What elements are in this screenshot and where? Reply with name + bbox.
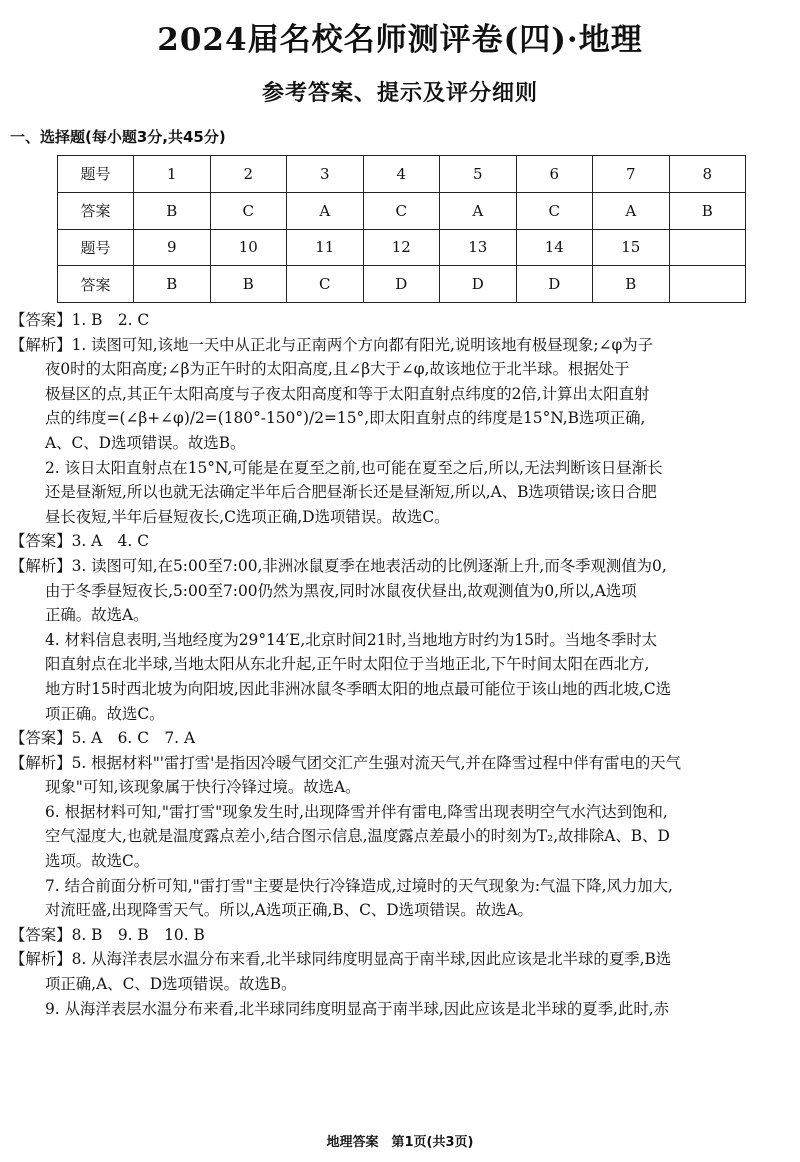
text-line: 极昼区的点,其正午太阳高度与子夜太阳高度和等于太阳直射点纬度的2倍,计算出太阳直射 — [45, 384, 650, 403]
text-line: A、C、D选项错误。故选B。 — [45, 433, 246, 452]
table-cell: A — [287, 192, 364, 229]
table-cell: 7 — [593, 156, 670, 193]
text-line: 7. 结合前面分析可知,"雷打雪"主要是快行冷锋造成,过境时的天气现象为:气温下降,风力加大, — [45, 876, 673, 895]
text-line: 【解析】1. 读图可知,该地一天中从正北与正南两个方向都有阳光,说明该地有极昼现象;∠φ为子 — [10, 335, 654, 354]
table-cell: 10 — [210, 229, 287, 266]
table-cell: C — [516, 192, 593, 229]
table-cell: A — [593, 192, 670, 229]
table-cell: 1 — [134, 156, 211, 193]
page-footer: 地理答案 第1页(共3页) — [326, 1135, 474, 1150]
text-line: 夜0时的太阳高度;∠β为正午时的太阳高度,且∠β大于∠φ,故该地位于北半球。根据处于 — [45, 360, 630, 379]
table-cell: B — [134, 192, 211, 229]
text-line: 【解析】3. 读图可知,在5:00至7:00,非洲冰鼠夏季在地表活动的比例逐渐上升,而冬季观测值为0, — [10, 556, 667, 575]
table-row — [58, 229, 746, 266]
text-line: 【答案】8. B 9. B 10. B — [10, 925, 205, 944]
table-cell: B — [134, 266, 211, 303]
table-cell: B — [210, 266, 287, 303]
text-line: 【答案】1. B 2. C — [10, 311, 150, 329]
table-cell: D — [363, 266, 440, 303]
table-cell: 15 — [593, 229, 670, 266]
table-cell: C — [287, 266, 364, 303]
table-cell: C — [210, 192, 287, 229]
text-line: 选项。故选C。 — [45, 852, 150, 871]
text-line: 2. 该日太阳直射点在15°N,可能是在夏至之前,也可能在夏至之后,所以,无法判断该日昼渐长 — [45, 458, 663, 477]
text-line: 点的纬度=(∠β+∠φ)/2=(180°-150°)/2=15°,即太阳直射点的纬度是15°N,B选项正确, — [45, 409, 646, 428]
table-row-header: 题号 — [58, 156, 134, 193]
text-line: 【答案】5. A 6. C 7. A — [10, 729, 196, 748]
text-line: 【解析】8. 从海洋表层水温分布来看,北半球同纬度明显高于南半球,因此应该是北半球的夏季,B选 — [10, 950, 672, 969]
page-subtitle: 参考答案、提示及评分细则 — [261, 80, 538, 106]
table-row-header: 题号 — [58, 229, 134, 266]
explanation-body — [10, 308, 792, 1021]
table-cell: A — [440, 192, 517, 229]
text-line: 项正确,A、C、D选项错误。故选B。 — [45, 975, 297, 994]
text-line: 4. 材料信息表明,当地经度为29°14′E,北京时间21时,当地地方时约为15时。当地冬季时太 — [45, 630, 658, 649]
table-cell: 13 — [440, 229, 517, 266]
text-line: 现象"可知,该现象属于快行冷锋过境。故选A。 — [45, 778, 361, 797]
text-line: 阳直射点在北半球,当地太阳从东北升起,正午时太阳位于当地正北,下午时间太阳在西北方, — [45, 655, 650, 674]
table-cell: C — [363, 192, 440, 229]
table-cell: 4 — [363, 156, 440, 193]
text-line: 项正确。故选C。 — [45, 704, 165, 723]
text-line: 还是昼渐短,所以也就无法确定半年后合肥昼渐长还是昼渐短,所以,A、B选项错误;该日合肥 — [45, 483, 657, 502]
table-cell: B — [593, 266, 670, 303]
table-cell: D — [516, 266, 593, 303]
table-row — [58, 266, 746, 303]
table-cell: D — [440, 266, 517, 303]
table-row-header: 答案 — [58, 266, 134, 303]
table-cell: 5 — [440, 156, 517, 193]
text-line: 【答案】3. A 4. C — [10, 532, 149, 551]
text-line: 昼长夜短,半年后昼短夜长,C选项正确,D选项错误。故选C。 — [45, 507, 450, 526]
page-title: 2024届名校名师测评卷(四)·地理 — [157, 22, 643, 58]
table-cell: 2 — [210, 156, 287, 193]
text-line: 正确。故选A。 — [45, 606, 149, 625]
text-line: 6. 根据材料可知,"雷打雪"现象发生时,出现降雪并伴有雷电,降雪出现表明空气水汽达到饱和, — [45, 802, 668, 821]
text-line: 9. 从海洋表层水温分布来看,北半球同纬度明显高于南半球,因此应该是北半球的夏季,此时,赤 — [45, 999, 669, 1018]
table-cell: 12 — [363, 229, 440, 266]
table-cell: 9 — [134, 229, 211, 266]
table-cell — [669, 229, 746, 266]
text-line: 地方时15时西北坡为向阳坡,因此非洲冰鼠冬季晒太阳的地点最可能位于该山地的西北坡,C选 — [45, 679, 671, 698]
answer-table — [57, 155, 746, 303]
text-line: 由于冬季昼短夜长,5:00至7:00仍然为黑夜,同时冰鼠夜伏昼出,故观测值为0,所以,A选项 — [45, 581, 637, 600]
table-cell: 3 — [287, 156, 364, 193]
text-line: 空气湿度大,也就是温度露点差小,结合图示信息,温度露点差最小的时刻为T₂,故排除A、B、D — [45, 827, 670, 846]
table-cell: B — [669, 192, 746, 229]
table-cell: 11 — [287, 229, 364, 266]
table-cell: 14 — [516, 229, 593, 266]
table-row — [58, 192, 746, 229]
text-line: 【解析】5. 根据材料"'雷打雪'是指因冷暖气团交汇产生强对流天气,并在降雪过程中伴有雷电的天气 — [10, 753, 682, 772]
table-cell: 6 — [516, 156, 593, 193]
text-line: 对流旺盛,出现降雪天气。所以,A选项正确,B、C、D选项错误。故选A。 — [45, 901, 533, 920]
table-row-header: 答案 — [58, 192, 134, 229]
section-heading: 一、选择题(每小题3分,共45分) — [10, 128, 226, 146]
table-cell — [669, 266, 746, 303]
table-row — [58, 156, 746, 193]
table-cell: 8 — [669, 156, 746, 193]
